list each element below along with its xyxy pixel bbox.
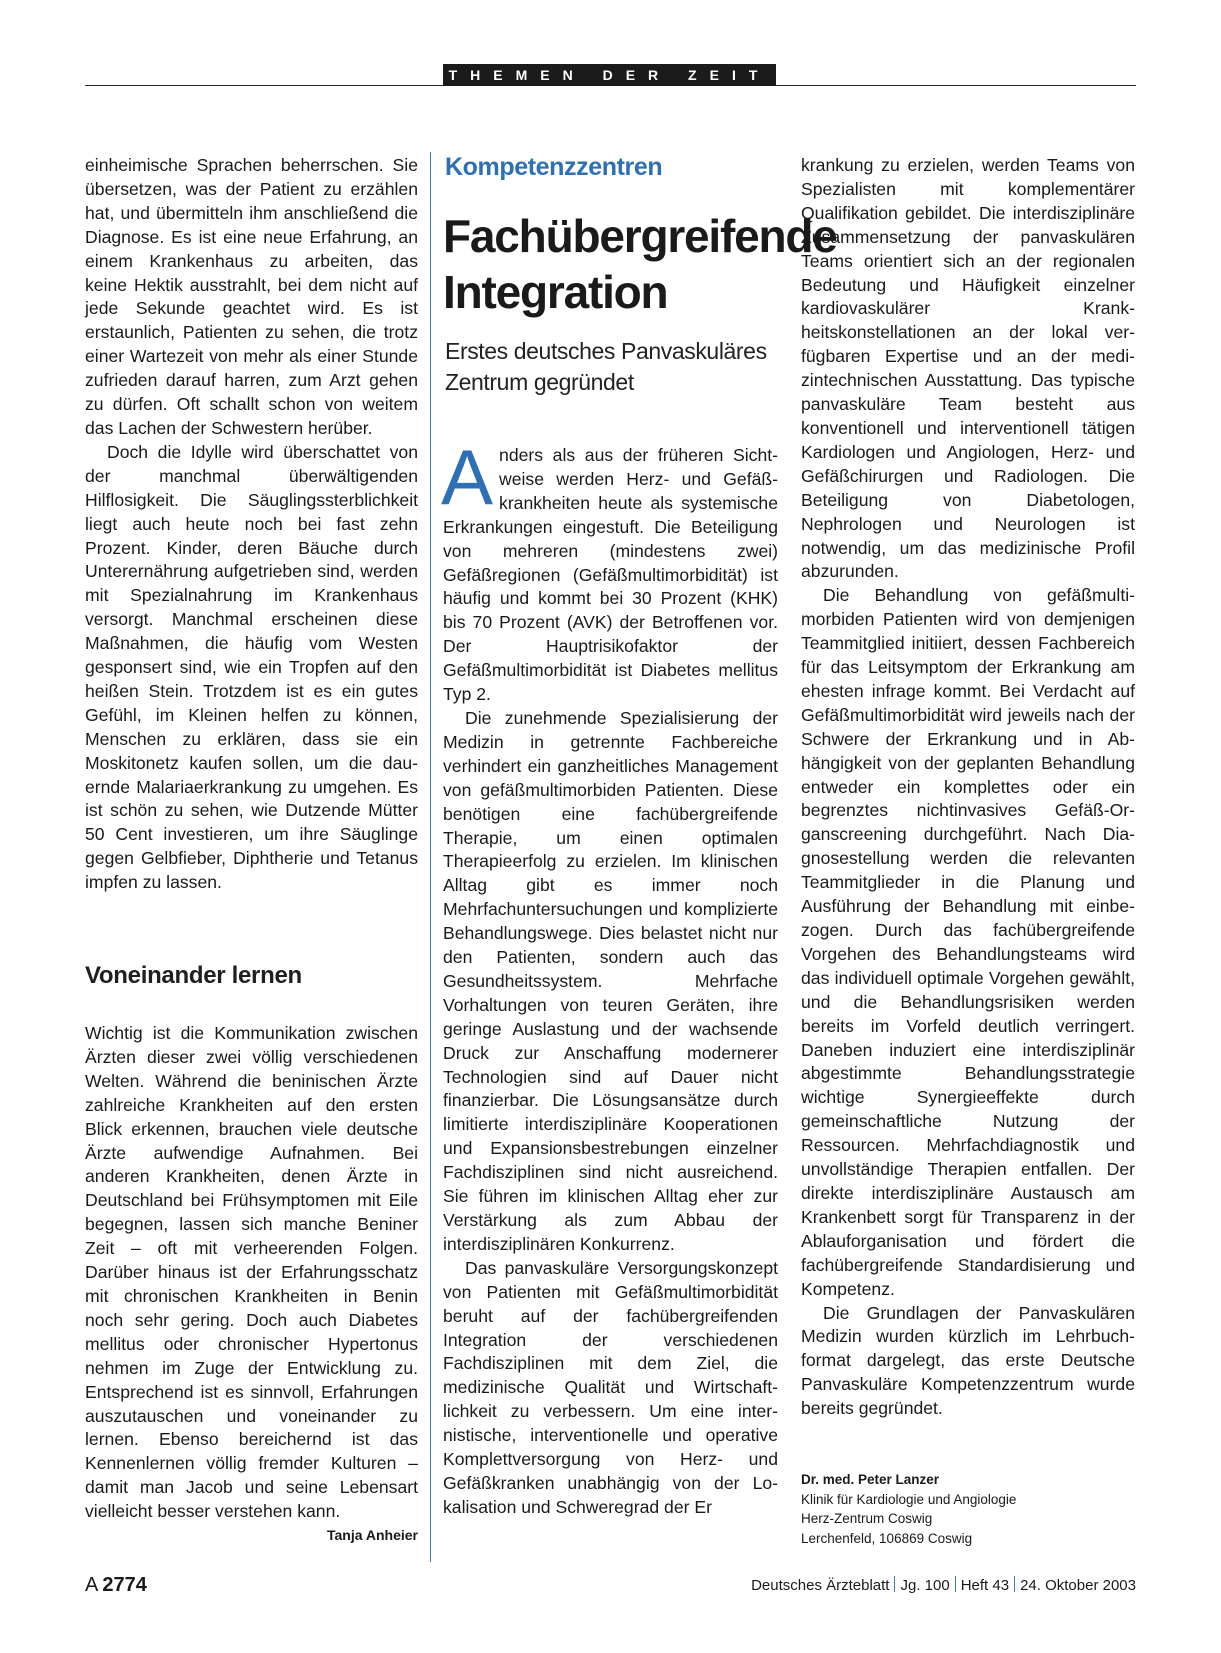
journal-name: Deutsches Ärzteblatt <box>751 1577 890 1594</box>
subheading: Voneinander lernen <box>85 962 302 989</box>
volume: Jg. 100 <box>900 1577 950 1594</box>
paragraph: Doch die Idylle wird überschattet von der manchmal überwältigenden Hilflosigkeit. Die Säuglingssterblichkeit liegt auch heute noch bei fast zehn Prozent. Kinder, deren Bäuche durch Unterernährung aufgetrieben sind, werden mit Spezialnahrung im Krankenhaus versorgt. Manchmal erscheinen diese Maßnahmen, die häufig vom Westen gesponsert sind, wie ein Tropfen auf den heißen Stein. Trotzdem ist es ein gutes Gefühl, im Kleinen helfen zu können, Menschen zu erklären, dass sie ein Moskitonetz kaufen sollen, um die dauernde Malariaerkrankung zu umgehen. Es ist schön zu sehen, wie Dutzende Mütter 50 Cent investieren, um ihre Säuglinge gegen Gelbfieber, Diphtherie und Tetanus impfen zu lassen. <box>85 441 418 893</box>
paragraph: Die Grundlagen der Panvaskulären Medizin wurden kürzlich im Lehrbuchformat dargelegt, das erste Deutsche Panvaskuläre Kompetenzzentrum wurde bereits gegründet. <box>801 1302 1135 1419</box>
left-column <box>85 154 418 895</box>
paragraph: einheimische Sprachen beherrschen. Sie übersetzen, was der Patient zu erzählen hat, und übermitteln ihm anschließend die Diagnose. Es ist eine neue Erfahrung, an einem Krankenhaus zu arbeiten, das keine Hektik ausstrahlt, bei dem nicht auf jede Sekunde geachtet wird. Es ist erstaunlich, Patienten zu sehen, die trotz einer Wartezeit von mehr als einer Stunde zufrieden darauf harren, zum Arzt gehen zu dürfen. Oft schallt schon von weitem das Lachen der Schwestern herüber. <box>85 155 418 438</box>
byline: Tanja Anheier <box>326 1527 418 1544</box>
author-address: Lerchenfeld, 106869 Coswig <box>801 1530 973 1546</box>
middle-column <box>441 433 778 1520</box>
kicker: Kompetenzzentren <box>445 153 663 181</box>
headline: Fachübergreifende Integration <box>443 210 837 318</box>
paragraph: Das panvaskuläre Versorgungskonzept von Patienten mit Gefäßmultimorbidität beruht auf der fachübergreifenden Integration der verschiedenen Fachdisziplinen mit dem Ziel, die medizinische Qualität und Wirtschaftlichkeit zu verbessern. Um eine internistische, interventionelle und operative Komplettversorgung von Herz- und Gefäßkranken unabhängig von der Lokalisation und Schweregrad der Er <box>443 1257 778 1517</box>
date: 24. Oktober 2003 <box>1020 1577 1136 1594</box>
author-name: Dr. med. Peter Lanzer <box>801 1472 940 1487</box>
paragraph: Die zunehmende Spezialisierung der Medizin in getrennte Fachbereiche verhindert ein ganzheitliches Management von gefäßmultimorbiden Patienten. Diese benötigen eine fachübergreifende Therapie, um einen optimalen Therapieerfolg zu erzielen. Im klinischen Alltag gibt es immer noch Mehrfachuntersuchungen und komplizierte Behandlungswege. Dies belastet nicht nur den Patienten, sondern auch das Gesundheitssystem. Mehrfache Vorhaltungen von teuren Geräten, ihre geringe Auslastung und der wachsende Druck zur Anschaffung modernerer Technologien sind auf Dauer nicht finanzierbar. Die Lösungsansätze durch limitierte interdisziplinäre Kooperationen und Expansionsbestrebungen einzelner Fachdisziplinen sind nicht ausreichend. Sie führen im klinischen Alltag eher zur Verstärkung als zum Abbau der interdisziplinären Konkurrenz. <box>443 707 778 1254</box>
paragraph: Die Behandlung von gefäßmultimorbiden Patienten wird von demjenigen Teammitglied initiiert, dessen Fachbereich für das Leitsymptom der Erkrankung am ehesten infrage kommt. Bei Verdacht auf Gefäßmultimorbidität wird jeweils nach der Schwere der Erkrankung und in Abhängigkeit von der geplanten Behandlung entweder ein komplettes oder ein begrenztes nichtinvasives Gefäß-Organscreening durchgeführt. Nach Diagnosestellung werden die relevanten Teammitglieder in die Planung und Ausführung der Behandlung mit einbezogen. Durch das fachübergreifende Vorgehen des Behandlungsteams wird das individuell optimale Vorgehen gewählt, und die Behandlungsrisiken werden bereits im Vorfeld deutlich verringert. Daneben induziert eine interdisziplinär abgestimmte Behandlungsstrategie wichtige Synergieeffekte durch gemeinschaftliche Nutzung der Ressourcen. Mehrfachdiagnostik und unvollständige Therapien entfallen. Der direkte interdisziplinäre Austausch am Krankenbett sorgt für Transparenz in der Ablauforganisation und fördert die fachübergreifende Standardisierung und Kompetenz. <box>801 585 1135 1299</box>
dropcap: A <box>441 433 494 521</box>
page-prefix: A <box>85 1574 99 1596</box>
left-column-lower <box>85 1022 418 1548</box>
separator <box>955 1576 956 1592</box>
right-column <box>801 154 1135 1421</box>
page-number <box>85 1574 147 1597</box>
footer-citation <box>751 1576 1136 1594</box>
page-number-value: 2774 <box>102 1574 147 1596</box>
separator <box>894 1576 895 1592</box>
column-divider <box>430 152 431 1562</box>
section-label: THEMEN DER ZEIT <box>443 64 776 86</box>
author-affiliation: Herz-Zentrum Coswig <box>801 1511 933 1526</box>
paragraph-text: Wichtig ist die Kommunikation zwischen Ärzten dieser zwei völlig verschiedenen Welten. Während die beninischen Ärzte zahlreiche Krankheiten auf den ersten Blick erkennen, brauchen viele deutsche Ärzte aufwendige Aufnahmen. Bei anderen Krankheiten, denen Ärzte in Deutschland bei Frühsymptomen mit Eile begegnen, lassen sich manche Beniner Zeit – oft mit verheerenden Folgen. Darüber hinaus ist der Erfahrungsschatz mit chronischen Krankheiten in Benin noch sehr gering. Doch auch Diabetes mellitus oder chronischer Hypertonus nehmen im Zuge der Entwicklung zu. Entsprechend ist es sinnvoll, Erfahrungen auszutauschen und voneinander zu lernen. Ebenso bereichernd ist das Kennenlernen völlig fremder Kulturen – damit man Jacob und seine Lebensart vielleicht besser verstehen kann. <box>85 1023 418 1522</box>
separator <box>1014 1576 1015 1592</box>
author-affiliation: Klinik für Kardiologie und Angiologie <box>801 1491 1017 1507</box>
deck: Erstes deutsches Panvaskuläres Zentrum gegründet <box>445 338 767 395</box>
paragraph: krankung zu erzielen, werden Teams von Spezialisten mit komplementärer Qualifikation gebildet. Die interdisziplinäre Zusammensetzung der panvaskulären Teams orientiert sich an der regionalen Bedeutung und Häufigkeit einzelner kardiovaskulärer Krankheitskonstellationen an der lokal verfügbaren Expertise und an der medizintechnischen Ausstattung. Das typische panvaskuläre Team besteht aus konventionell und interventionell tätigen Kardiologen und Angiologen, Herz- und Gefäßchirurgen und Radiologen. Die Beteiligung von Diabetologen, Nephrologen und Neurologen ist notwendig, um das medizinische Profil abzurunden. <box>801 155 1135 582</box>
author-block <box>801 1470 1016 1548</box>
issue: Heft 43 <box>960 1577 1010 1594</box>
lead-text: nders als aus der früheren Sichtweise werden Herz- und Gefäßkrankheiten heute als systemische Erkrankungen eingestuft. Die Beteiligung von mehreren (mindestens zwei) Gefäßregionen (Gefäßmultimorbidität) ist häufig und kommt bei 30 Prozent (KHK) bis 70 Prozent (AVK) der Betroffenen vor. Der Hauptrisikofaktor der Gefäßmultimorbidität ist Diabetes mellitus Typ 2. <box>443 445 778 705</box>
paragraph <box>85 1022 418 1544</box>
lead-paragraph <box>441 433 778 707</box>
